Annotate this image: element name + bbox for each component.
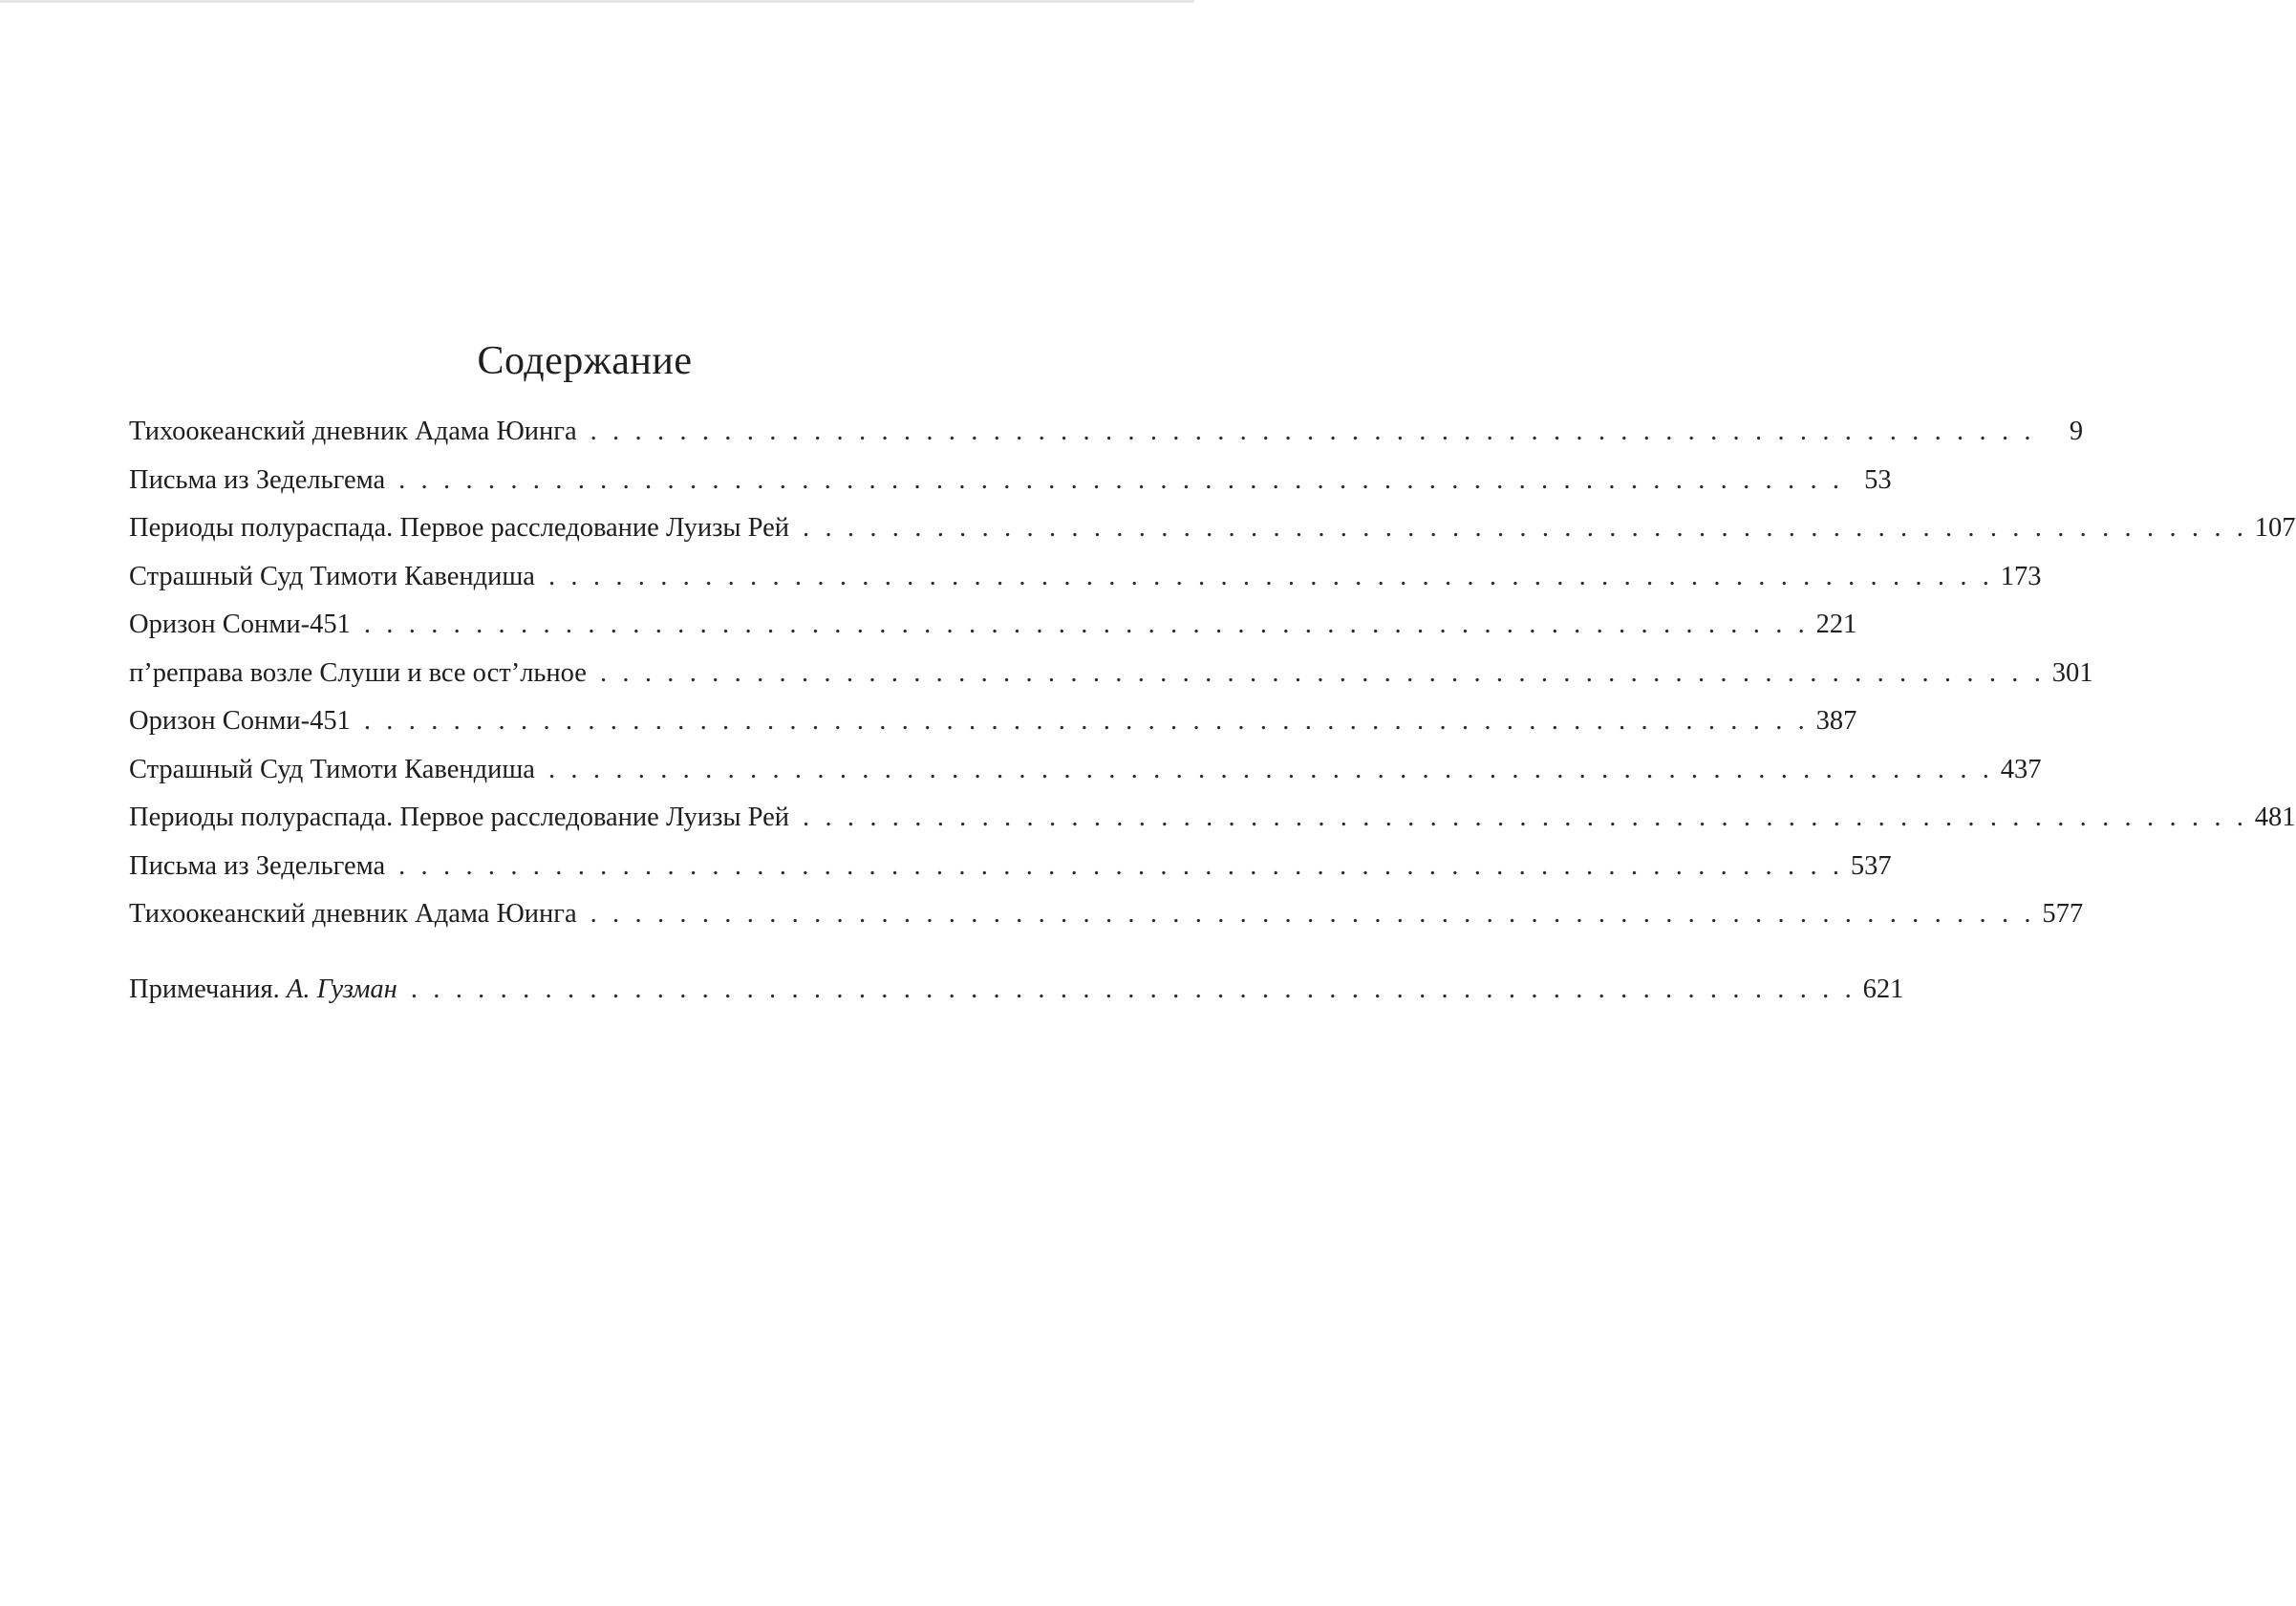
toc-entry [129, 890, 2084, 939]
page-top-edge [0, 0, 1194, 3]
toc-page-number: 437 [2000, 754, 2042, 784]
toc-entry-title: Периоды полураспада. Первое расследование Луизы Рей [129, 803, 789, 832]
toc-page-number: 173 [2000, 561, 2042, 591]
toc-dot-leader: . . . . . . . . . . . . . . . . . . . . . . . . . . . . . . . . . . . . . . . . . . . . . . . . . . . . . . . . . . . . . . . . . [363, 610, 1810, 639]
toc-page-number: 301 [2051, 657, 2093, 688]
toc-entry-title: Письма из Зедельгема [129, 850, 386, 881]
table-of-contents [129, 408, 2296, 1014]
toc-page-number: 577 [2042, 899, 2084, 929]
toc-dot-leader: . . . . . . . . . . . . . . . . . . . . . . . . . . . . . . . . . . . . . . . . . . . . . . . . . . . . . . . . . . . . . . . . . [410, 974, 1856, 1004]
toc-dot-leader: . . . . . . . . . . . . . . . . . . . . . . . . . . . . . . . . . . . . . . . . . . . . . . . . . . . . . . . . . . . . . . . . . [803, 803, 2248, 832]
toc-entry [129, 553, 2042, 602]
toc-page-number: 9 [2069, 417, 2084, 446]
toc-dot-leader: . . . . . . . . . . . . . . . . . . . . . . . . . . . . . . . . . . . . . . . . . . . . . . . . . . . . . . . . . . . . . . . . . [803, 513, 2248, 543]
toc-dot-leader: . . . . . . . . . . . . . . . . . . . . . . . . . . . . . . . . . . . . . . . . . . . . . . . . . . . . . . . . . . . . . . . . . [398, 850, 1844, 881]
toc-dot-leader: . . . . . . . . . . . . . . . . . . . . . . . . . . . . . . . . . . . . . . . . . . . . . . . . . . . . . . . . . . . . . . . . . [363, 706, 1810, 736]
toc-dot-leader: . . . . . . . . . . . . . . . . . . . . . . . . . . . . . . . . . . . . . . . . . . . . . . . . . . . . . . . . . . . . . . . . . [590, 899, 2036, 929]
toc-dot-leader: . . . . . . . . . . . . . . . . . . . . . . . . . . . . . . . . . . . . . . . . . . . . . . . . . . . . . . . . . . . . . . . . . [590, 417, 2036, 446]
toc-entry [129, 794, 2296, 843]
toc-page-number: 107 [2254, 513, 2296, 543]
toc-page-number: 621 [1862, 974, 1904, 1004]
toc-entry [129, 697, 1857, 746]
toc-entry-title: Периоды полураспада. Первое расследование Луизы Рей [129, 513, 789, 543]
toc-entry [129, 408, 2084, 457]
toc-notes-author: А. Гузман [286, 974, 397, 1004]
toc-entry [129, 601, 1857, 650]
toc-entry [129, 457, 1892, 505]
toc-page-number: 53 [1864, 464, 1892, 495]
toc-page-number: 481 [2254, 803, 2296, 832]
toc-entry-notes [129, 966, 1904, 1015]
toc-entry [129, 504, 2296, 553]
toc-notes-title-group [129, 966, 397, 1015]
toc-entry-title: Письма из Зедельгема [129, 464, 386, 495]
toc-page-number: 537 [1850, 850, 1892, 881]
toc-dot-leader: . . . . . . . . . . . . . . . . . . . . . . . . . . . . . . . . . . . . . . . . . . . . . . . . . . . . . . . . . . . . . . . . . [599, 657, 2046, 688]
toc-dot-leader: . . . . . . . . . . . . . . . . . . . . . . . . . . . . . . . . . . . . . . . . . . . . . . . . . . . . . . . . . . . . . . . . . [547, 561, 1994, 591]
toc-entry-title: Тихоокеанский дневник Адама Юинга [129, 899, 577, 929]
toc-entry [129, 650, 2093, 698]
toc-entry-title: Тихоокеанский дневник Адама Юинга [129, 417, 577, 446]
toc-entry [129, 746, 2042, 795]
toc-entry-title: Оризон Сонми-451 [129, 706, 351, 736]
toc-entry-title: Оризон Сонми-451 [129, 610, 351, 639]
toc-entry-title: Страшный Суд Тимоти Кавендиша [129, 754, 535, 784]
toc-page-number: 387 [1815, 706, 1857, 736]
toc-entry [129, 843, 1892, 891]
toc-page-number: 221 [1815, 610, 1857, 639]
toc-dot-leader: . . . . . . . . . . . . . . . . . . . . . . . . . . . . . . . . . . . . . . . . . . . . . . . . . . . . . . . . . . . . . . . . . [547, 754, 1994, 784]
page-title: Содержание [477, 339, 693, 384]
toc-notes-title: Примечания. [129, 974, 280, 1004]
toc-entry-title: п’реправа возле Слуши и все ост’льное [129, 657, 587, 688]
toc-dot-leader: . . . . . . . . . . . . . . . . . . . . . . . . . . . . . . . . . . . . . . . . . . . . . . . . . . . . . . . . . . . . . . . . . [398, 464, 1844, 495]
toc-entry-title: Страшный Суд Тимоти Кавендиша [129, 561, 535, 591]
